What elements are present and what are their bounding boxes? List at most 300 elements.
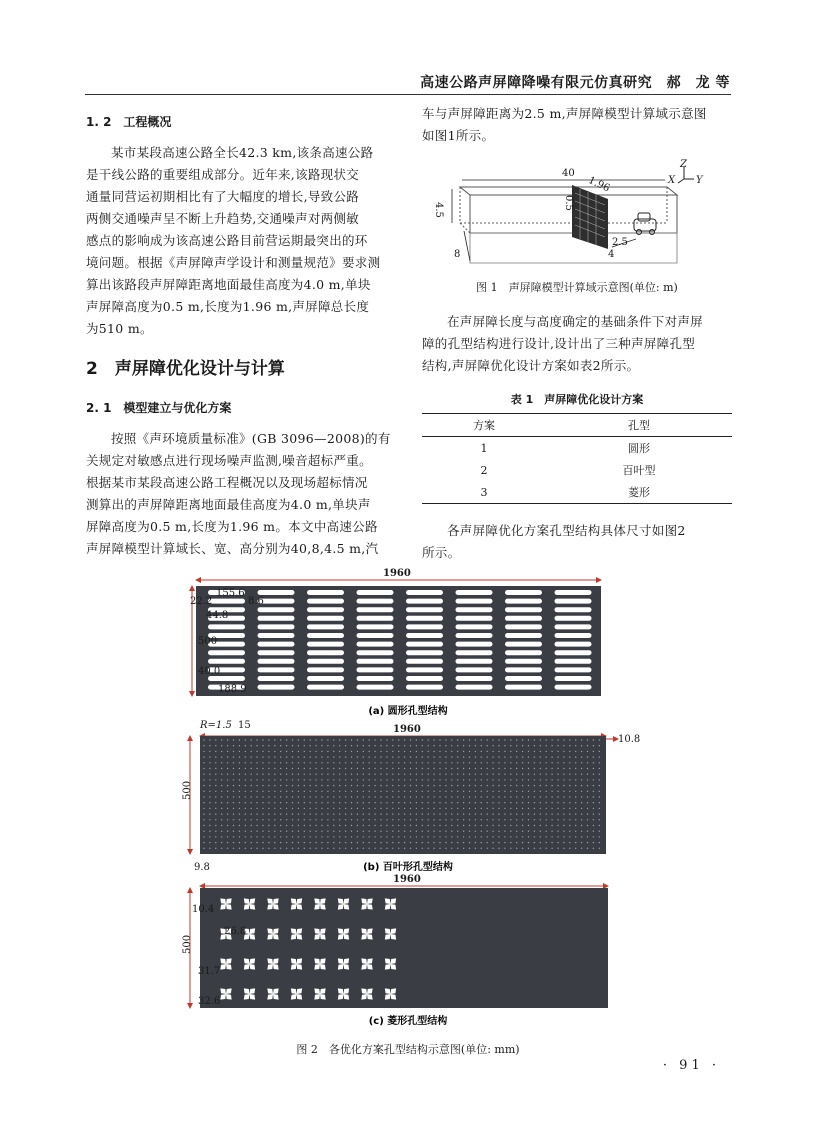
louver-hole [386, 745, 387, 746]
louver-hole [292, 813, 293, 814]
louver-hole [475, 751, 476, 752]
louver-hole [451, 751, 452, 752]
louver-hole [227, 762, 228, 763]
louver-hole [457, 762, 458, 763]
louver-hole [516, 745, 517, 746]
louver-hole [410, 831, 411, 832]
louver-hole [451, 802, 452, 803]
louver-hole [451, 774, 452, 775]
louver-hole [209, 848, 210, 849]
louver-hole [469, 756, 470, 757]
louver-hole [221, 785, 222, 786]
louver-hole [327, 813, 328, 814]
louver-hole [428, 745, 429, 746]
louver-hole [481, 836, 482, 837]
louver-hole [345, 808, 346, 809]
louver-hole [410, 762, 411, 763]
slot-hole [505, 659, 542, 664]
louver-hole [380, 739, 381, 740]
louver-hole [321, 756, 322, 757]
louver-hole [227, 785, 228, 786]
louver-hole [369, 774, 370, 775]
louver-hole [422, 756, 423, 757]
louver-hole [492, 756, 493, 757]
louver-hole [510, 825, 511, 826]
louver-hole [215, 745, 216, 746]
slot-hole [258, 685, 295, 690]
slot-hole [357, 616, 394, 621]
slot-hole [307, 607, 344, 612]
louver-hole [587, 739, 588, 740]
louver-hole [327, 779, 328, 780]
text-line: 按照《声环境质量标准》(GB 3096—2008)的有 [111, 431, 391, 446]
louver-hole [569, 848, 570, 849]
louver-hole [563, 745, 564, 746]
louver-hole [327, 796, 328, 797]
louver-hole [374, 842, 375, 843]
louver-hole [516, 831, 517, 832]
louver-hole [457, 785, 458, 786]
louver-hole [357, 762, 358, 763]
louver-hole [587, 751, 588, 752]
slot-hole [555, 624, 592, 629]
louver-hole [304, 768, 305, 769]
louver-hole [380, 796, 381, 797]
louver-hole [439, 774, 440, 775]
louver-hole [445, 819, 446, 820]
louver-hole [233, 751, 234, 752]
panel-c-caption: (c) 菱形孔型结构 [368, 1016, 448, 1027]
louver-hole [457, 842, 458, 843]
louver-hole [292, 745, 293, 746]
louver-hole [569, 831, 570, 832]
louver-hole [522, 774, 523, 775]
louver-hole [522, 813, 523, 814]
louver-hole [351, 751, 352, 752]
louver-hole [221, 842, 222, 843]
louver-hole [221, 796, 222, 797]
louver-hole [321, 848, 322, 849]
louver-hole [233, 774, 234, 775]
page-number: · 91 · [662, 1058, 720, 1073]
louver-hole [457, 745, 458, 746]
louver-hole [469, 842, 470, 843]
louver-hole [298, 779, 299, 780]
louver-hole [274, 768, 275, 769]
louver-hole [245, 774, 246, 775]
louver-hole [404, 768, 405, 769]
louver-hole [534, 756, 535, 757]
louver-hole [209, 785, 210, 786]
louver-hole [256, 836, 257, 837]
louver-hole [262, 836, 263, 837]
louver-hole [546, 791, 547, 792]
louver-hole [534, 831, 535, 832]
louver-hole [428, 802, 429, 803]
louver-hole [268, 756, 269, 757]
louver-hole [599, 768, 600, 769]
louver-hole [469, 774, 470, 775]
louver-hole [504, 819, 505, 820]
louver-hole [457, 751, 458, 752]
louver-hole [256, 762, 257, 763]
louver-hole [534, 739, 535, 740]
louver-hole [463, 802, 464, 803]
louver-hole [369, 825, 370, 826]
louver-hole [380, 751, 381, 752]
text-line: 关规定对敏感点进行现场噪声监测,噪音超标严重。 [86, 453, 372, 468]
louver-hole [534, 768, 535, 769]
louver-hole [487, 745, 488, 746]
louver-hole [534, 813, 535, 814]
panel-a-caption: (a) 圆形孔型结构 [368, 706, 448, 717]
louver-hole [363, 796, 364, 797]
text-line: 是干线公路的重要组成部分。近年来,该路现状交 [86, 167, 360, 182]
right-paragraph-3 [422, 520, 732, 564]
louver-hole [315, 796, 316, 797]
louver-hole [439, 836, 440, 837]
louver-hole [369, 802, 370, 803]
text-line: 结构,声屏障优化设计方案如表2所示。 [422, 358, 640, 373]
louver-hole [551, 808, 552, 809]
text-line: 境问题。根据《声屏障声学设计和测量规范》要求测 [86, 255, 381, 270]
louver-hole [292, 831, 293, 832]
louver-hole [404, 813, 405, 814]
louver-hole [428, 808, 429, 809]
louver-hole [380, 836, 381, 837]
louver-hole [522, 836, 523, 837]
louver-hole [422, 813, 423, 814]
louver-hole [563, 751, 564, 752]
louver-hole [321, 802, 322, 803]
louver-hole [221, 779, 222, 780]
louver-hole [262, 791, 263, 792]
louver-hole [209, 819, 210, 820]
louver-hole [315, 785, 316, 786]
fig1-axis-z: Z [680, 159, 687, 170]
louver-hole [540, 831, 541, 832]
louver-hole [492, 768, 493, 769]
louver-hole [221, 739, 222, 740]
louver-hole [569, 819, 570, 820]
louver-hole [469, 831, 470, 832]
louver-hole [551, 819, 552, 820]
louver-hole [321, 808, 322, 809]
louver-hole [215, 751, 216, 752]
louver-hole [581, 796, 582, 797]
louver-hole [546, 774, 547, 775]
louver-hole [274, 819, 275, 820]
louver-hole [510, 745, 511, 746]
panel-b-caption: (b) 百叶形孔型结构 [363, 862, 453, 873]
slot-hole [357, 633, 394, 638]
slot-hole [406, 685, 443, 690]
louver-hole [569, 842, 570, 843]
louver-hole [451, 842, 452, 843]
louver-hole [333, 842, 334, 843]
louver-hole [416, 739, 417, 740]
louver-hole [433, 836, 434, 837]
slot-hole [357, 607, 394, 612]
panel-a-dim-1: 155.6 [216, 588, 245, 599]
louver-hole [321, 791, 322, 792]
louver-hole [221, 745, 222, 746]
slot-hole [307, 685, 344, 690]
louver-hole [357, 791, 358, 792]
louver-hole [315, 831, 316, 832]
louver-hole [339, 791, 340, 792]
louver-hole [298, 836, 299, 837]
louver-hole [315, 739, 316, 740]
louver-hole [546, 739, 547, 740]
louver-hole [504, 796, 505, 797]
louver-hole [492, 762, 493, 763]
louver-hole [351, 842, 352, 843]
louver-hole [357, 745, 358, 746]
louver-hole [410, 842, 411, 843]
louver-hole [333, 825, 334, 826]
louver-hole [327, 791, 328, 792]
right-paragraph-2 [422, 311, 732, 377]
louver-hole [227, 813, 228, 814]
louver-hole [516, 756, 517, 757]
louver-hole [310, 813, 311, 814]
louver-hole [227, 768, 228, 769]
louver-hole [528, 808, 529, 809]
louver-hole [268, 808, 269, 809]
louver-hole [239, 768, 240, 769]
louver-hole [422, 819, 423, 820]
louver-hole [251, 791, 252, 792]
louver-hole [292, 785, 293, 786]
louver-hole [534, 791, 535, 792]
louver-hole [516, 842, 517, 843]
louver-hole [369, 768, 370, 769]
louver-hole [398, 762, 399, 763]
louver-hole [351, 802, 352, 803]
louver-hole [304, 762, 305, 763]
louver-hole [451, 762, 452, 763]
louver-hole [575, 848, 576, 849]
louver-hole [469, 745, 470, 746]
louver-hole [233, 819, 234, 820]
louver-hole [227, 745, 228, 746]
slot-hole [555, 667, 592, 672]
louver-hole [292, 739, 293, 740]
louver-hole [451, 785, 452, 786]
louver-hole [528, 768, 529, 769]
louver-hole [239, 831, 240, 832]
louver-hole [498, 848, 499, 849]
louver-hole [304, 785, 305, 786]
louver-hole [528, 796, 529, 797]
louver-hole [540, 848, 541, 849]
louver-hole [351, 819, 352, 820]
louver-hole [445, 808, 446, 809]
louver-hole [262, 813, 263, 814]
louver-hole [233, 762, 234, 763]
louver-hole [587, 842, 588, 843]
louver-hole [245, 819, 246, 820]
louver-hole [487, 802, 488, 803]
louver-hole [233, 739, 234, 740]
louver-hole [251, 848, 252, 849]
louver-hole [333, 819, 334, 820]
louver-hole [292, 796, 293, 797]
louver-hole [380, 813, 381, 814]
louver-hole [463, 751, 464, 752]
text-line: 声屏障高度为0.5 m,长度为1.96 m,声屏障总长度 [86, 299, 370, 314]
louver-hole [339, 836, 340, 837]
louver-hole [546, 756, 547, 757]
louver-hole [363, 751, 364, 752]
louver-hole [351, 813, 352, 814]
louver-hole [404, 791, 405, 792]
louver-hole [268, 842, 269, 843]
louver-hole [416, 842, 417, 843]
louver-hole [569, 779, 570, 780]
louver-hole [256, 745, 257, 746]
louver-hole [428, 768, 429, 769]
louver-hole [587, 774, 588, 775]
louver-hole [404, 848, 405, 849]
louver-hole [557, 848, 558, 849]
louver-hole [215, 796, 216, 797]
louver-hole [310, 762, 311, 763]
louver-hole [339, 802, 340, 803]
louver-hole [363, 785, 364, 786]
louver-hole [369, 848, 370, 849]
louver-hole [286, 774, 287, 775]
louver-hole [351, 745, 352, 746]
louver-hole [439, 751, 440, 752]
louver-hole [327, 819, 328, 820]
louver-hole [227, 831, 228, 832]
louver-hole [380, 762, 381, 763]
louver-hole [351, 774, 352, 775]
louver-hole [551, 825, 552, 826]
louver-hole [410, 774, 411, 775]
louver-hole [392, 796, 393, 797]
louver-hole [380, 848, 381, 849]
louver-hole [262, 779, 263, 780]
louver-hole [563, 831, 564, 832]
louver-hole [386, 842, 387, 843]
louver-hole [256, 808, 257, 809]
louver-hole [333, 785, 334, 786]
text-line: 为510 m。 [86, 321, 153, 336]
slot-hole [456, 624, 493, 629]
slot-hole [555, 590, 592, 595]
louver-hole [321, 745, 322, 746]
louver-hole [475, 779, 476, 780]
slot-hole [258, 667, 295, 672]
louver-hole [498, 796, 499, 797]
louver-hole [221, 825, 222, 826]
louver-hole [339, 762, 340, 763]
louver-hole [215, 831, 216, 832]
louver-hole [551, 796, 552, 797]
louver-hole [551, 842, 552, 843]
louver-hole [451, 836, 452, 837]
louver-hole [351, 836, 352, 837]
louver-hole [492, 813, 493, 814]
louver-hole [504, 739, 505, 740]
louver-hole [333, 796, 334, 797]
louver-hole [262, 768, 263, 769]
louver-hole [345, 819, 346, 820]
louver-hole [540, 768, 541, 769]
louver-hole [575, 745, 576, 746]
louver-hole [262, 739, 263, 740]
louver-hole [298, 774, 299, 775]
louver-hole [599, 813, 600, 814]
louver-hole [569, 756, 570, 757]
louver-hole [557, 796, 558, 797]
louver-hole [498, 756, 499, 757]
louver-hole [463, 785, 464, 786]
louver-hole [575, 819, 576, 820]
louver-hole [528, 751, 529, 752]
louver-hole [233, 745, 234, 746]
right-column [422, 103, 732, 564]
louver-hole [487, 739, 488, 740]
louver-hole [351, 791, 352, 792]
louver-hole [233, 768, 234, 769]
slot-hole [406, 650, 443, 655]
louver-hole [469, 739, 470, 740]
louver-hole [280, 756, 281, 757]
louver-hole [380, 825, 381, 826]
louver-hole [504, 831, 505, 832]
louver-hole [599, 762, 600, 763]
panel-a-dim-3: 44.8 [206, 610, 229, 621]
panel-b-width: 1960 [393, 724, 421, 735]
louver-hole [333, 779, 334, 780]
louver-hole [534, 808, 535, 809]
louver-hole [457, 808, 458, 809]
louver-hole [599, 831, 600, 832]
louver-hole [445, 785, 446, 786]
louver-hole [392, 808, 393, 809]
louver-hole [439, 831, 440, 832]
louver-hole [451, 819, 452, 820]
running-header-title: 高速公路声屏障降噪有限元仿真研究 郝 龙 等 [420, 75, 730, 91]
louver-hole [203, 779, 204, 780]
louver-hole [239, 745, 240, 746]
louver-hole [457, 774, 458, 775]
louver-hole [581, 791, 582, 792]
louver-hole [298, 813, 299, 814]
louver-hole [587, 756, 588, 757]
louver-hole [433, 739, 434, 740]
louver-hole [575, 756, 576, 757]
louver-hole [280, 813, 281, 814]
louver-hole [593, 779, 594, 780]
louver-hole [286, 825, 287, 826]
louver-hole [215, 739, 216, 740]
louver-hole [475, 774, 476, 775]
louver-hole [581, 768, 582, 769]
louver-hole [404, 831, 405, 832]
louver-hole [245, 779, 246, 780]
louver-hole [315, 745, 316, 746]
louver-hole [292, 779, 293, 780]
louver-hole [481, 808, 482, 809]
louver-hole [581, 808, 582, 809]
louver-hole [599, 842, 600, 843]
louver-hole [581, 756, 582, 757]
